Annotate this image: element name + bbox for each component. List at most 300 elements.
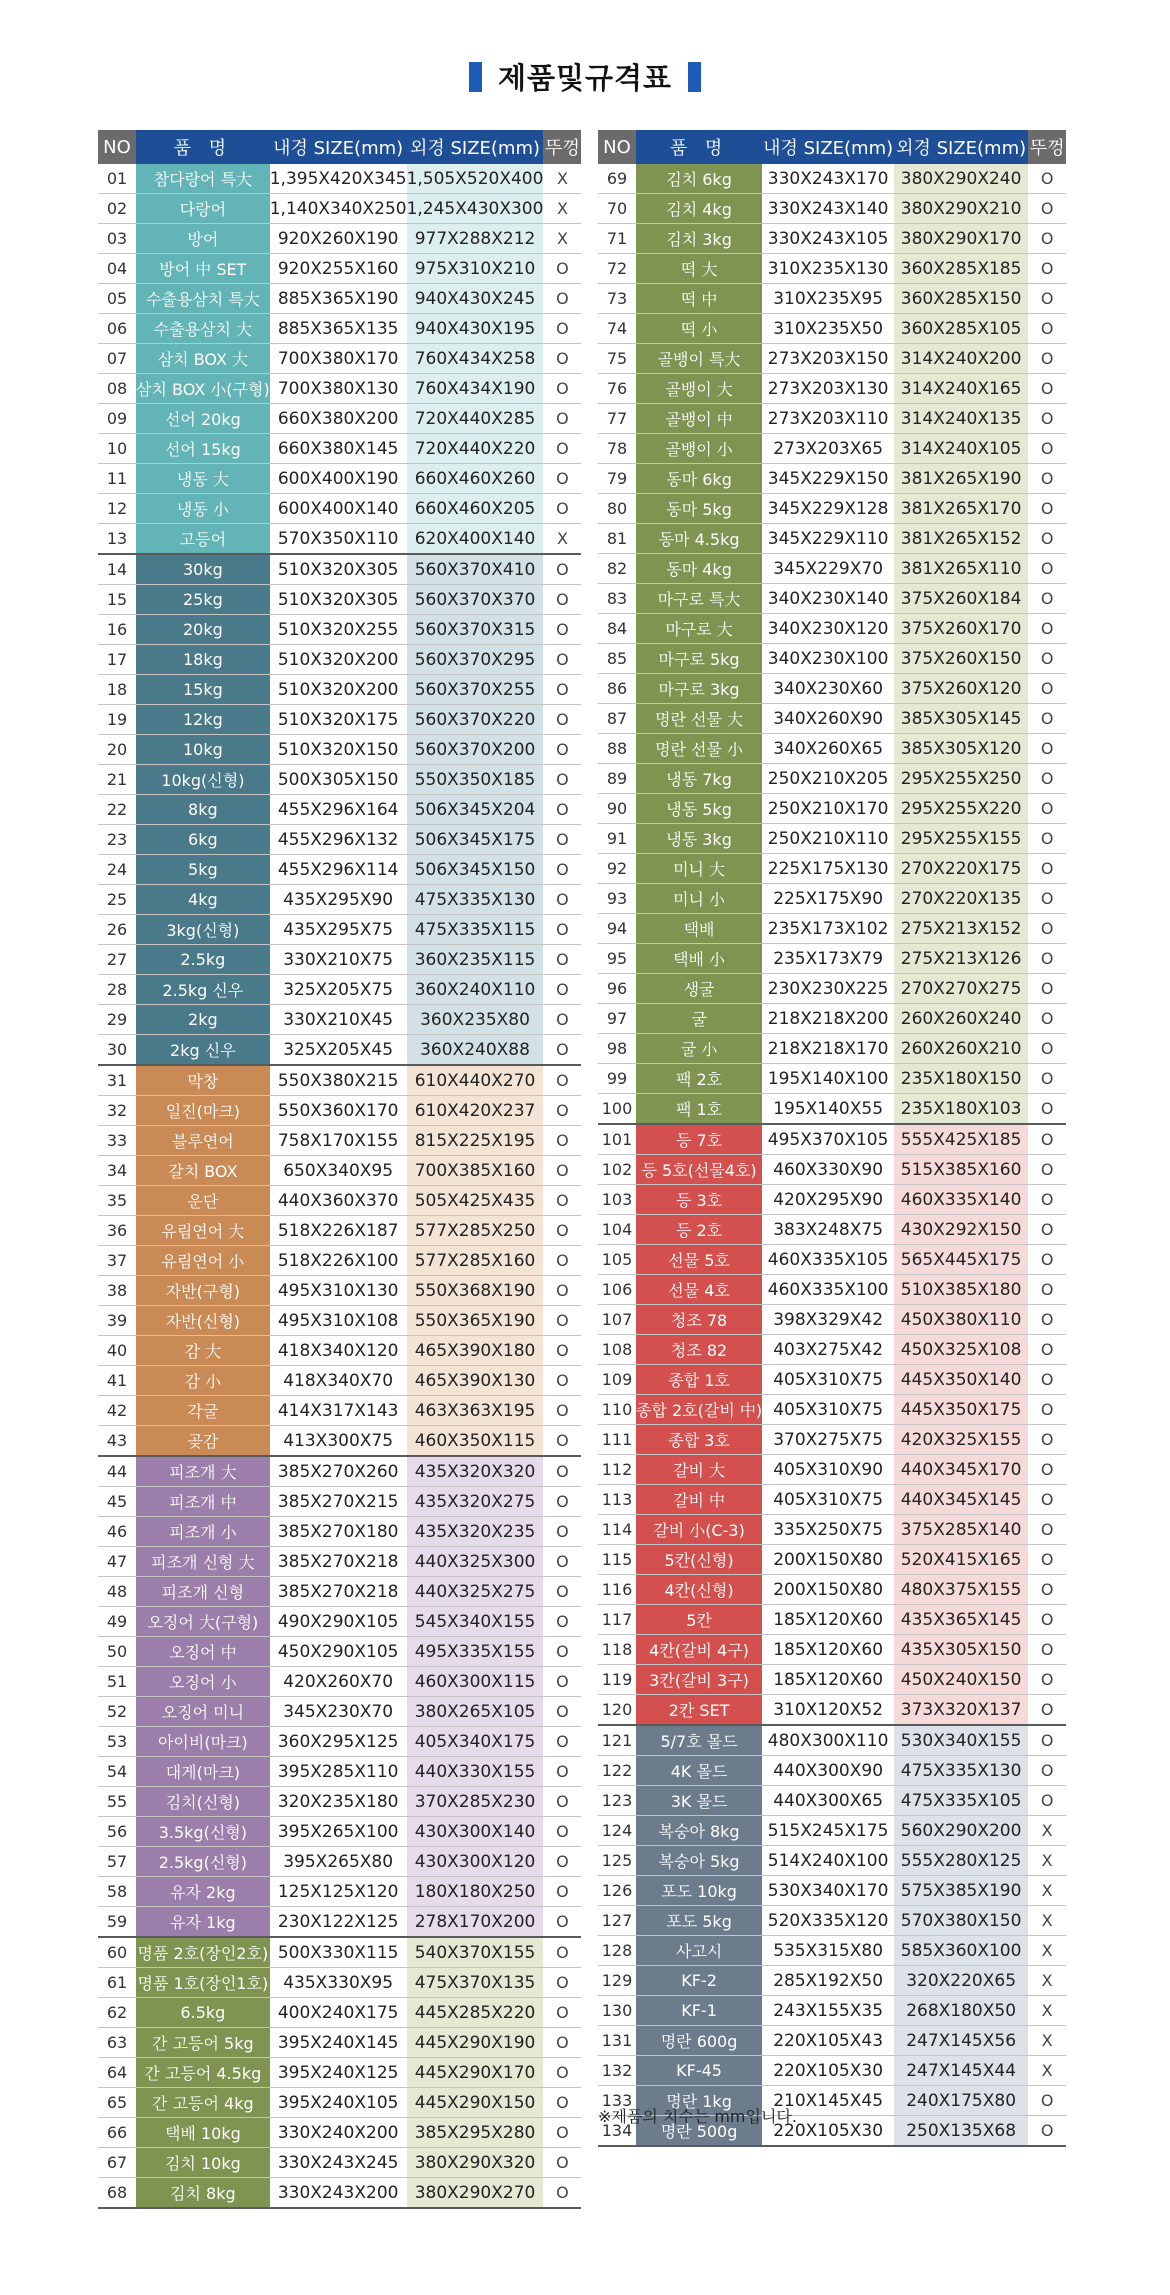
cell-outer-size: 555X280X125	[894, 1846, 1028, 1876]
cell-outer-size: 550X368X190	[407, 1276, 544, 1306]
cell-outer-size: 1,245X430X300	[407, 194, 544, 224]
cell-no: 128	[598, 1936, 636, 1966]
cell-no: 52	[98, 1697, 136, 1727]
cell-no: 79	[598, 464, 636, 494]
header-no: NO	[598, 130, 636, 164]
cell-inner-size: 225X175X90	[762, 884, 894, 914]
cell-no: 66	[98, 2118, 136, 2148]
cell-no: 08	[98, 374, 136, 404]
cell-inner-size: 520X335X120	[762, 1906, 894, 1936]
cell-outer-size: 440X345X145	[894, 1485, 1028, 1515]
cell-outer-size: 555X425X185	[894, 1124, 1028, 1155]
cell-inner-size: 455X296X164	[270, 795, 407, 825]
cell-product-name: KF-2	[636, 1966, 762, 1996]
cell-product-name: 방어	[136, 224, 270, 254]
table-row	[598, 2056, 1066, 2086]
cell-product-name: 미니 小	[636, 884, 762, 914]
cell-outer-size: 585X360X100	[894, 1936, 1028, 1966]
cell-product-name: 25kg	[136, 585, 270, 615]
cell-product-name: 마구로 大	[636, 614, 762, 644]
cell-lid: O	[543, 1336, 581, 1366]
cell-no: 06	[98, 314, 136, 344]
cell-inner-size: 330X243X245	[270, 2148, 407, 2178]
cell-lid: O	[543, 645, 581, 675]
cell-lid: X	[1028, 2056, 1066, 2086]
cell-no: 39	[98, 1306, 136, 1336]
cell-product-name: 4칸(신형)	[636, 1575, 762, 1605]
cell-no: 51	[98, 1667, 136, 1697]
cell-product-name: 김치 6kg	[636, 164, 762, 194]
cell-lid: O	[543, 1005, 581, 1035]
cell-product-name: 방어 中 SET	[136, 254, 270, 284]
cell-lid: O	[1028, 794, 1066, 824]
cell-lid: O	[543, 675, 581, 705]
cell-outer-size: 260X260X240	[894, 1004, 1028, 1034]
cell-product-name: 일진(마크)	[136, 1096, 270, 1126]
cell-inner-size: 385X270X260	[270, 1456, 407, 1487]
cell-inner-size: 885X365X190	[270, 284, 407, 314]
cell-inner-size: 395X240X145	[270, 2028, 407, 2058]
table-row	[598, 944, 1066, 974]
cell-outer-size: 445X350X175	[894, 1395, 1028, 1425]
cell-no: 115	[598, 1545, 636, 1575]
cell-outer-size: 570X380X150	[894, 1906, 1028, 1936]
cell-inner-size: 395X285X110	[270, 1757, 407, 1787]
cell-outer-size: 560X290X200	[894, 1816, 1028, 1846]
cell-no: 90	[598, 794, 636, 824]
header-name: 품 명	[636, 130, 762, 164]
table-row	[598, 1395, 1066, 1425]
cell-product-name: 피조개 大	[136, 1456, 270, 1487]
cell-inner-size: 400X240X175	[270, 1998, 407, 2028]
cell-inner-size: 395X265X80	[270, 1847, 407, 1877]
cell-inner-size: 385X270X215	[270, 1487, 407, 1517]
table-row	[598, 2026, 1066, 2056]
cell-no: 105	[598, 1245, 636, 1275]
table-row	[598, 494, 1066, 524]
cell-product-name: KF-45	[636, 2056, 762, 2086]
cell-outer-size: 760X434X258	[407, 344, 544, 374]
cell-inner-size: 435X295X90	[270, 885, 407, 915]
cell-lid: O	[543, 1216, 581, 1246]
cell-inner-size: 435X330X95	[270, 1968, 407, 1998]
cell-product-name: 피조개 小	[136, 1517, 270, 1547]
cell-lid: O	[543, 2028, 581, 2058]
cell-lid: O	[1028, 284, 1066, 314]
cell-outer-size: 380X290X320	[407, 2148, 544, 2178]
cell-lid: O	[543, 284, 581, 314]
cell-lid: O	[543, 945, 581, 975]
table-row	[598, 1034, 1066, 1064]
cell-outer-size: 360X235X80	[407, 1005, 544, 1035]
cell-lid: O	[543, 2148, 581, 2178]
table-row	[98, 1817, 581, 1847]
cell-no: 62	[98, 1998, 136, 2028]
cell-outer-size: 460X300X115	[407, 1667, 544, 1697]
cell-no: 37	[98, 1246, 136, 1276]
cell-lid: O	[543, 1396, 581, 1426]
cell-no: 120	[598, 1695, 636, 1726]
cell-outer-size: 977X288X212	[407, 224, 544, 254]
cell-inner-size: 320X235X180	[270, 1787, 407, 1817]
cell-inner-size: 195X140X100	[762, 1064, 894, 1094]
cell-outer-size: 314X240X105	[894, 434, 1028, 464]
cell-outer-size: 385X305X145	[894, 704, 1028, 734]
cell-lid: O	[543, 2088, 581, 2118]
cell-inner-size: 495X310X130	[270, 1276, 407, 1306]
cell-product-name: 떡 中	[636, 284, 762, 314]
cell-inner-size: 310X235X95	[762, 284, 894, 314]
cell-outer-size: 445X290X170	[407, 2058, 544, 2088]
table-row	[598, 914, 1066, 944]
cell-no: 77	[598, 404, 636, 434]
cell-outer-size: 268X180X50	[894, 1996, 1028, 2026]
cell-inner-size: 185X120X60	[762, 1605, 894, 1635]
cell-product-name: 3칸(갈비 3구)	[636, 1665, 762, 1695]
table-row	[98, 1336, 581, 1366]
cell-outer-size: 975X310X210	[407, 254, 544, 284]
cell-no: 78	[598, 434, 636, 464]
table-row	[598, 674, 1066, 704]
cell-outer-size: 250X135X68	[894, 2116, 1028, 2147]
cell-product-name: 포도 5kg	[636, 1906, 762, 1936]
cell-outer-size: 575X385X190	[894, 1876, 1028, 1906]
cell-no: 109	[598, 1365, 636, 1395]
cell-lid: X	[1028, 2026, 1066, 2056]
cell-lid: O	[543, 344, 581, 374]
cell-lid: O	[1028, 434, 1066, 464]
cell-product-name: 10kg(신형)	[136, 765, 270, 795]
table-row	[98, 1607, 581, 1637]
table-row	[598, 1996, 1066, 2026]
cell-no: 133	[598, 2086, 636, 2116]
cell-no: 97	[598, 1004, 636, 1034]
cell-product-name: 명란 500g	[636, 2116, 762, 2147]
cell-inner-size: 310X235X130	[762, 254, 894, 284]
cell-outer-size: 475X370X135	[407, 1968, 544, 1998]
cell-lid: O	[543, 314, 581, 344]
cell-lid: O	[1028, 1485, 1066, 1515]
table-row	[598, 734, 1066, 764]
cell-no: 64	[98, 2058, 136, 2088]
cell-no: 41	[98, 1366, 136, 1396]
cell-outer-size: 430X292X150	[894, 1215, 1028, 1245]
cell-inner-size: 385X270X218	[270, 1547, 407, 1577]
cell-no: 93	[598, 884, 636, 914]
cell-inner-size: 530X340X170	[762, 1876, 894, 1906]
cell-outer-size: 247X145X44	[894, 2056, 1028, 2086]
cell-product-name: 떡 大	[636, 254, 762, 284]
cell-outer-size: 720X440X220	[407, 434, 544, 464]
cell-lid: O	[543, 615, 581, 645]
cell-no: 43	[98, 1426, 136, 1457]
cell-outer-size: 506X345X204	[407, 795, 544, 825]
cell-no: 85	[598, 644, 636, 674]
cell-product-name: 블루연어	[136, 1126, 270, 1156]
table-header-row	[98, 130, 581, 164]
cell-lid: X	[543, 164, 581, 194]
header-no: NO	[98, 130, 136, 164]
table-row	[98, 1366, 581, 1396]
cell-product-name: 5칸	[636, 1605, 762, 1635]
cell-product-name: 유림연어 大	[136, 1216, 270, 1246]
cell-product-name: 갈비 中	[636, 1485, 762, 1515]
cell-no: 42	[98, 1396, 136, 1426]
cell-inner-size: 885X365X135	[270, 314, 407, 344]
cell-outer-size: 385X295X280	[407, 2118, 544, 2148]
cell-outer-size: 450X240X150	[894, 1665, 1028, 1695]
table-row	[598, 1155, 1066, 1185]
cell-product-name: 오징어 미니	[136, 1697, 270, 1727]
cell-product-name: 6kg	[136, 825, 270, 855]
table-row	[98, 1156, 581, 1186]
cell-lid: O	[1028, 1635, 1066, 1665]
cell-product-name: 동마 4kg	[636, 554, 762, 584]
cell-inner-size: 405X310X90	[762, 1455, 894, 1485]
cell-inner-size: 700X380X130	[270, 374, 407, 404]
cell-lid: O	[543, 1667, 581, 1697]
table-row	[598, 164, 1066, 194]
cell-inner-size: 405X310X75	[762, 1395, 894, 1425]
cell-product-name: 수출용삼치 大	[136, 314, 270, 344]
table-row	[598, 1545, 1066, 1575]
cell-inner-size: 330X243X105	[762, 224, 894, 254]
cell-product-name: 굴 小	[636, 1034, 762, 1064]
cell-outer-size: 440X330X155	[407, 1757, 544, 1787]
cell-inner-size: 243X155X35	[762, 1996, 894, 2026]
spec-table-right	[598, 130, 1066, 2147]
cell-product-name: 간 고등어 4kg	[136, 2088, 270, 2118]
cell-product-name: 동마 4.5kg	[636, 524, 762, 554]
cell-no: 125	[598, 1846, 636, 1876]
cell-outer-size: 515X385X160	[894, 1155, 1028, 1185]
table-row	[598, 854, 1066, 884]
cell-product-name: 명란 600g	[636, 2026, 762, 2056]
cell-no: 34	[98, 1156, 136, 1186]
table-body-right	[598, 164, 1066, 2146]
table-row	[98, 254, 581, 284]
cell-outer-size: 560X370X200	[407, 735, 544, 765]
header-lid: 뚜껑	[1028, 130, 1066, 164]
cell-inner-size: 660X380X145	[270, 434, 407, 464]
cell-lid: O	[1028, 1395, 1066, 1425]
table-row	[598, 644, 1066, 674]
cell-no: 103	[598, 1185, 636, 1215]
cell-lid: O	[1028, 1725, 1066, 1756]
cell-product-name: 12kg	[136, 705, 270, 735]
cell-product-name: 대게(마크)	[136, 1757, 270, 1787]
table-header-row	[598, 130, 1066, 164]
cell-outer-size: 475X335X130	[407, 885, 544, 915]
table-row	[98, 224, 581, 254]
cell-product-name: 감 大	[136, 1336, 270, 1366]
cell-lid: O	[1028, 1455, 1066, 1485]
cell-lid: X	[1028, 1936, 1066, 1966]
table-row	[98, 434, 581, 464]
cell-no: 28	[98, 975, 136, 1005]
cell-no: 76	[598, 374, 636, 404]
table-row	[598, 1515, 1066, 1545]
cell-product-name: 삼치 BOX 小(구형)	[136, 374, 270, 404]
cell-inner-size: 420X295X90	[762, 1185, 894, 1215]
cell-lid: O	[1028, 164, 1066, 194]
cell-lid: O	[1028, 2086, 1066, 2116]
cell-lid: O	[1028, 764, 1066, 794]
cell-inner-size: 510X320X150	[270, 735, 407, 765]
cell-no: 132	[598, 2056, 636, 2086]
cell-inner-size: 460X330X90	[762, 1155, 894, 1185]
cell-no: 54	[98, 1757, 136, 1787]
cell-outer-size: 560X370X295	[407, 645, 544, 675]
table-row	[98, 1697, 581, 1727]
cell-no: 21	[98, 765, 136, 795]
cell-lid: O	[543, 2058, 581, 2088]
cell-inner-size: 413X300X75	[270, 1426, 407, 1457]
cell-lid: X	[1028, 1846, 1066, 1876]
cell-product-name: 오징어 大(구형)	[136, 1607, 270, 1637]
cell-product-name: 6.5kg	[136, 1998, 270, 2028]
cell-no: 131	[598, 2026, 636, 2056]
cell-inner-size: 490X290X105	[270, 1607, 407, 1637]
cell-no: 31	[98, 1065, 136, 1096]
cell-product-name: 골뱅이 특大	[636, 344, 762, 374]
title-bar-left	[469, 62, 482, 92]
cell-outer-size: 560X370X410	[407, 554, 544, 585]
cell-product-name: 감 小	[136, 1366, 270, 1396]
cell-product-name: 2.5kg 신우	[136, 975, 270, 1005]
cell-lid: O	[543, 885, 581, 915]
cell-outer-size: 475X335X130	[894, 1756, 1028, 1786]
table-row	[98, 164, 581, 194]
cell-outer-size: 385X305X120	[894, 734, 1028, 764]
cell-product-name: 김치 8kg	[136, 2178, 270, 2209]
cell-lid: O	[1028, 1155, 1066, 1185]
cell-outer-size: 420X325X155	[894, 1425, 1028, 1455]
table-row	[598, 224, 1066, 254]
header-name: 품 명	[136, 130, 270, 164]
cell-lid: O	[543, 1276, 581, 1306]
table-row	[98, 404, 581, 434]
cell-outer-size: 463X363X195	[407, 1396, 544, 1426]
cell-outer-size: 760X434X190	[407, 374, 544, 404]
cell-product-name: 수출용삼치 특大	[136, 284, 270, 314]
table-row	[98, 825, 581, 855]
cell-product-name: 갈비 小(C-3)	[636, 1515, 762, 1545]
table-row	[98, 2088, 581, 2118]
cell-outer-size: 520X415X165	[894, 1545, 1028, 1575]
cell-no: 86	[598, 674, 636, 704]
table-row	[98, 554, 581, 585]
cell-lid: O	[1028, 1786, 1066, 1816]
cell-lid: O	[1028, 1756, 1066, 1786]
cell-no: 114	[598, 1515, 636, 1545]
cell-lid: O	[543, 1366, 581, 1396]
cell-inner-size: 370X275X75	[762, 1425, 894, 1455]
cell-inner-size: 200X150X80	[762, 1545, 894, 1575]
cell-no: 70	[598, 194, 636, 224]
table-row	[98, 1186, 581, 1216]
cell-product-name: 4칸(갈비 4구)	[636, 1635, 762, 1665]
cell-outer-size: 565X445X175	[894, 1245, 1028, 1275]
cell-outer-size: 475X335X105	[894, 1786, 1028, 1816]
cell-no: 72	[598, 254, 636, 284]
cell-no: 36	[98, 1216, 136, 1246]
cell-lid: O	[1028, 944, 1066, 974]
cell-outer-size: 381X265X170	[894, 494, 1028, 524]
cell-lid: O	[543, 404, 581, 434]
cell-outer-size: 405X340X175	[407, 1727, 544, 1757]
table-row	[598, 1906, 1066, 1936]
cell-no: 80	[598, 494, 636, 524]
cell-no: 65	[98, 2088, 136, 2118]
cell-inner-size: 230X122X125	[270, 1907, 407, 1938]
cell-product-name: 자반(신형)	[136, 1306, 270, 1336]
cell-lid: O	[1028, 1064, 1066, 1094]
cell-no: 74	[598, 314, 636, 344]
table-row	[98, 1757, 581, 1787]
cell-no: 48	[98, 1577, 136, 1607]
cell-lid: O	[543, 825, 581, 855]
table-row	[98, 705, 581, 735]
cell-lid: O	[543, 554, 581, 585]
cell-inner-size: 440X360X370	[270, 1186, 407, 1216]
table-row	[598, 1215, 1066, 1245]
cell-product-name: 갈비 大	[636, 1455, 762, 1485]
cell-inner-size: 185X120X60	[762, 1635, 894, 1665]
table-row	[598, 974, 1066, 1004]
header-lid: 뚜껑	[543, 130, 581, 164]
cell-lid: O	[543, 1998, 581, 2028]
table-row	[98, 795, 581, 825]
cell-inner-size: 758X170X155	[270, 1126, 407, 1156]
cell-no: 16	[98, 615, 136, 645]
cell-lid: O	[1028, 1695, 1066, 1726]
cell-lid: O	[1028, 224, 1066, 254]
cell-product-name: 생굴	[636, 974, 762, 1004]
cell-inner-size: 273X203X130	[762, 374, 894, 404]
cell-inner-size: 420X260X70	[270, 1667, 407, 1697]
cell-no: 116	[598, 1575, 636, 1605]
cell-product-name: 택배 10kg	[136, 2118, 270, 2148]
cell-no: 26	[98, 915, 136, 945]
cell-inner-size: 310X120X52	[762, 1695, 894, 1726]
table-row	[98, 1306, 581, 1336]
cell-inner-size: 550X380X215	[270, 1065, 407, 1096]
table-row	[98, 1096, 581, 1126]
cell-outer-size: 375X260X184	[894, 584, 1028, 614]
cell-product-name: 선어 20kg	[136, 404, 270, 434]
cell-inner-size: 460X335X105	[762, 1245, 894, 1275]
cell-inner-size: 480X300X110	[762, 1725, 894, 1756]
table-body-left	[98, 164, 581, 2208]
cell-lid: O	[543, 494, 581, 524]
cell-lid: O	[1028, 374, 1066, 404]
table-row	[98, 1907, 581, 1938]
cell-inner-size: 360X295X125	[270, 1727, 407, 1757]
cell-no: 07	[98, 344, 136, 374]
cell-product-name: 5kg	[136, 855, 270, 885]
cell-inner-size: 345X230X70	[270, 1697, 407, 1727]
cell-inner-size: 385X270X218	[270, 1577, 407, 1607]
cell-outer-size: 495X335X155	[407, 1637, 544, 1667]
cell-inner-size: 273X203X65	[762, 434, 894, 464]
cell-product-name: 택배 小	[636, 944, 762, 974]
table-row	[98, 945, 581, 975]
cell-outer-size: 450X380X110	[894, 1305, 1028, 1335]
table-row	[98, 2058, 581, 2088]
cell-inner-size: 395X265X100	[270, 1817, 407, 1847]
cell-no: 89	[598, 764, 636, 794]
